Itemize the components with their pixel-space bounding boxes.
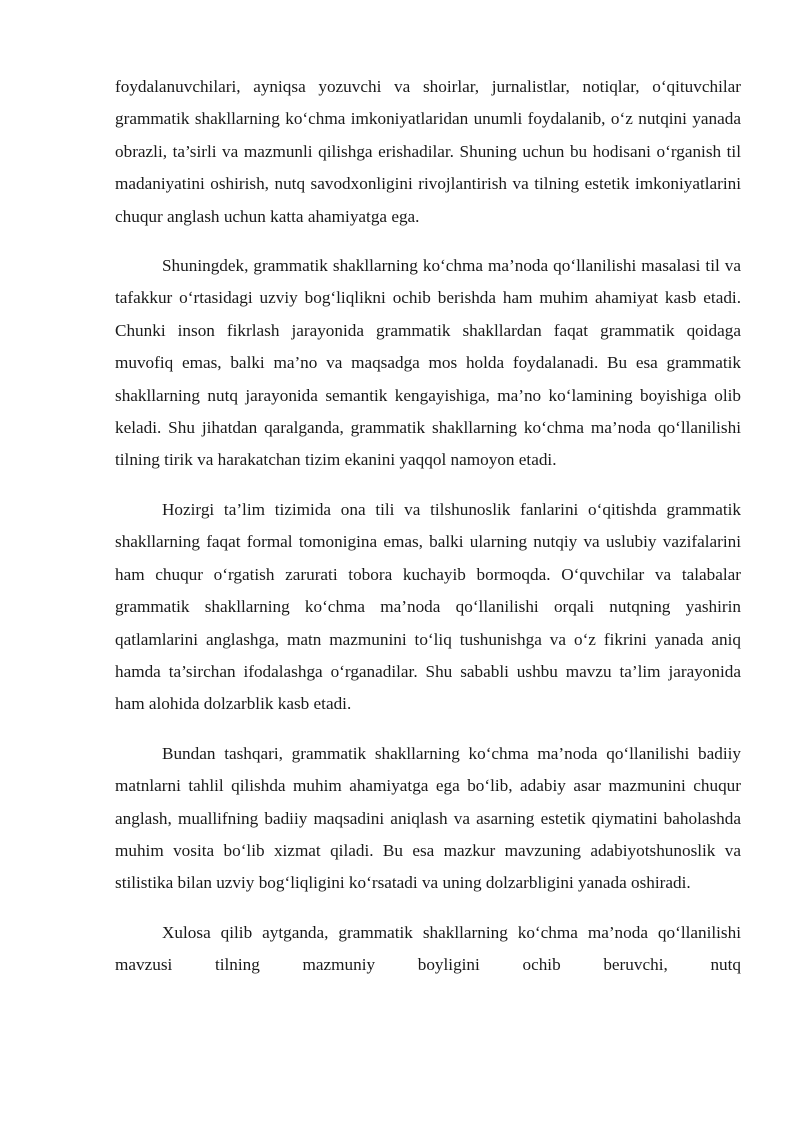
paragraph-continues-next-page: Xulosa qilib aytganda, grammatik shakllarning ko‘chma ma’noda qo‘llanilishi mavzusi tilning mazmuniy boyligini ochib beruvchi, nutq [115,922,741,975]
paragraph-continuation: foydalanuvchilari, ayniqsa yozuvchi va shoirlar, jurnalistlar, notiqlar, o‘qituvchilar grammatik shakllarning ko‘chma imkoniyatlaridan unumli foydalanib, o‘z nutqini yanada obrazli, ta’sirli va mazmunli qilishga erishadilar. Shuning uchun bu hodisani o‘rganish til madaniyatini oshirish, nutq savodxonligini rivojlantirish va tilning estetik imkoniyatlarini chuqur anglash uchun katta ahamiyatga ega. [115,77,741,226]
document-body [115,71,741,982]
paragraph: Shuningdek, grammatik shakllarning ko‘chma ma’noda qo‘llanilishi masalasi til va tafakkur o‘rtasidagi uzviy bog‘liqlikni ochib berishda ham muhim ahamiyat kasb etadi. Chunki inson fikrlash jarayonida grammatik shakllardan faqat grammatik qoidaga muvofiq emas, balki ma’no va maqsadga mos holda foydalanadi. Bu esa grammatik shakllarning nutq jarayonida semantik kengayishiga, ma’no ko‘lamining boyishiga olib keladi. Shu jihatdan qaralganda, grammatik shakllarning ko‘chma ma’noda qo‘llanilishi tilning tirik va harakatchan tizim ekanini yaqqol namoyon etadi. [115,256,741,470]
paragraph: Hozirgi ta’lim tizimida ona tili va tilshunoslik fanlarini o‘qitishda grammatik shakllarning faqat formal tomonigina emas, balki ularning nutqiy va uslubiy vazifalarini ham chuqur o‘rgatish zarurati tobora kuchayib bormoqda. O‘quvchilar va talabalar grammatik shakllarning ko‘chma ma’noda qo‘llanilishi orqali nutqning yashirin qatlamlarini anglashga, matn mazmunini to‘liq tushunishga va o‘z fikrini yanada aniq hamda ta’sirchan ifodalashga o‘rganadilar. Shu sababli ushbu mavzu ta’lim jarayonida ham alohida dolzarblik kasb etadi. [115,499,741,714]
paragraph: Bundan tashqari, grammatik shakllarning ko‘chma ma’noda qo‘llanilishi badiiy matnlarni tahlil qilishda muhim ahamiyatga ega bo‘lib, adabiy asar mazmunini chuqur anglash, muallifning badiiy maqsadini aniqlash va asarning estetik qiymatini baholashda muhim vosita bo‘lib xizmat qiladi. Bu esa mazkur mavzuning adabiyotshunoslik va stilistika bilan uzviy bog‘liqligini ko‘rsatadi va uning dolzarbligini yanada oshiradi. [115,743,741,893]
